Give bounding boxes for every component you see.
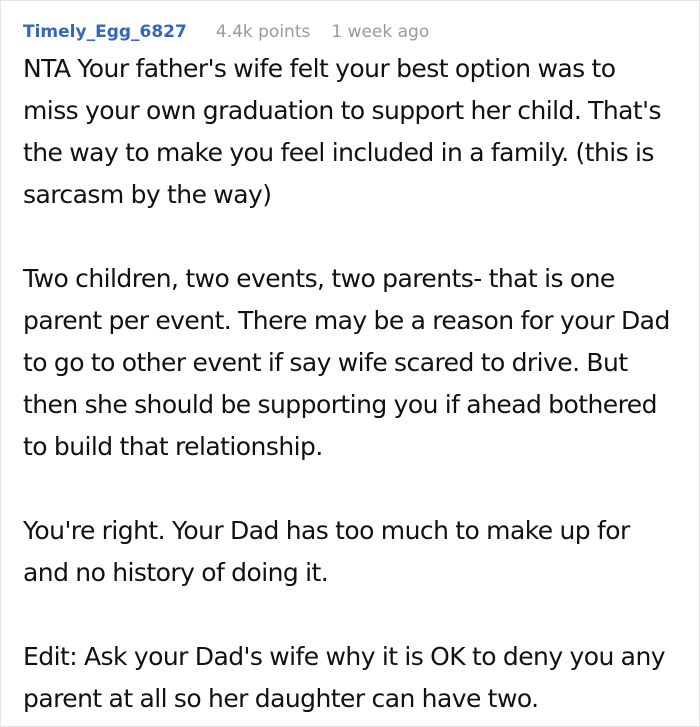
author-username-link[interactable]: Timely_Egg_6827 — [23, 22, 187, 42]
comment-header — [23, 19, 677, 45]
comment-body — [23, 48, 677, 720]
points-count: 4.4k points — [215, 22, 311, 42]
comment-paragraph: You're right. Your Dad has too much to make up for and no history of doing it. — [23, 516, 630, 587]
comment-paragraph: NTA Your father's wife felt your best option was to miss your own graduation to support her child. That's the way to make you feel included in a family. (this is sarcasm by the way) — [23, 54, 661, 209]
comment-paragraph: Edit: Ask your Dad's wife why it is OK to deny you any parent at all so her daughter can have two. — [23, 642, 665, 713]
timestamp: 1 week ago — [331, 22, 430, 42]
comment-paragraph: Two children, two events, two parents- that is one parent per event. There may be a reason for your Dad to go to other event if say wife scared to drive. But then she should be supporting you if ahead bothered to build that relationship. — [23, 264, 670, 461]
